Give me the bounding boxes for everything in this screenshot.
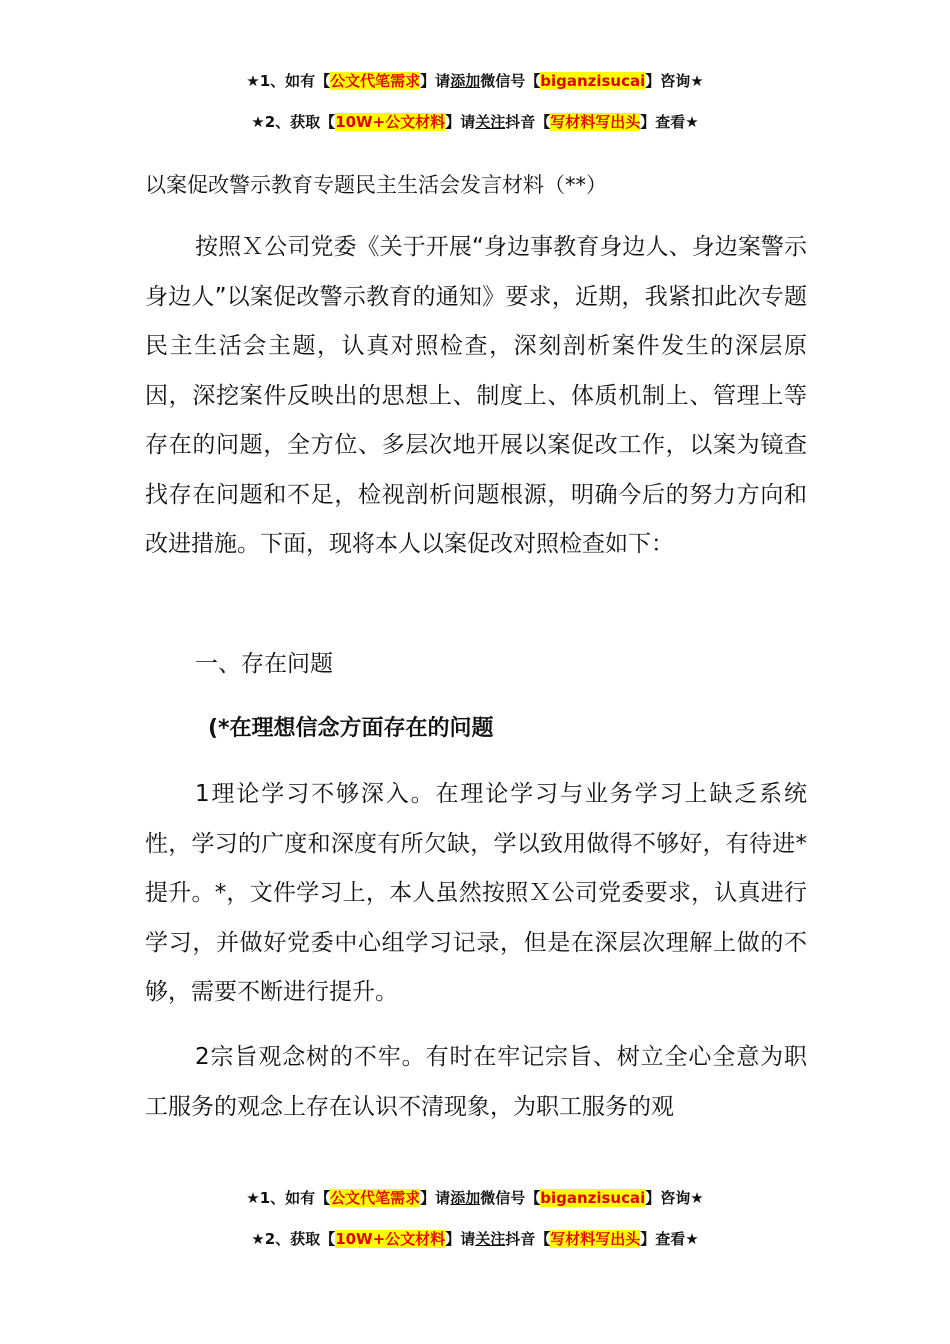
header-line1-underlined: 添加 (450, 72, 481, 90)
document-title: 以案促改警示教育专题民主生活会发言材料（**） (145, 173, 607, 197)
footer-line2-text-1: ★2、获取【 (251, 1230, 336, 1248)
section-heading: 一、存在问题 (195, 651, 333, 677)
footer-line1-text-4: 】咨询★ (645, 1189, 704, 1207)
subsection-heading: (*在理想信念方面存在的问题 (208, 716, 494, 741)
header-line2-highlight-1: 10W+公文材料 (335, 113, 446, 131)
header-line2-text-3: 抖音【 (505, 113, 551, 131)
header-line2-text-4: 】查看★ (640, 113, 699, 131)
header-line1-text-4: 】咨询★ (645, 72, 704, 90)
header-ad-line-1 (0, 71, 950, 91)
footer-line2-underlined: 关注 (475, 1230, 506, 1248)
header-line2-underlined: 关注 (475, 113, 506, 131)
header-ad-line-2 (0, 112, 950, 132)
header-line2-text-2: 】请 (445, 113, 476, 131)
header-line1-text-1: ★1、如有【 (246, 72, 331, 90)
footer-line2-highlight-2: 写材料写出头 (550, 1230, 641, 1248)
footer-line1-text-1: ★1、如有【 (246, 1189, 331, 1207)
footer-line1-text-2: 】请 (420, 1189, 451, 1207)
header-line1-highlight-2: biganzisucai (540, 72, 646, 90)
footer-line1-text-3: 微信号【 (480, 1189, 541, 1207)
header-line1-text-3: 微信号【 (480, 72, 541, 90)
item-1-paragraph: 1理论学习不够深入。在理论学习与业务学习上缺乏系统性，学习的广度和深度有所欠缺，学以致用做得不够好，有待进*提升。*，文件学习上，本人虽然按照Ｘ公司党委要求，认真进行学习，并做好党委中心组学习记录，但是在深层次理解上做的不够，需要不断进行提升。 (145, 781, 807, 1005)
item-2-paragraph: 2宗旨观念树的不牢。有时在牢记宗旨、树立全心全意为职工服务的观念上存在认识不清现象，为职工服务的观 (145, 1044, 807, 1120)
footer-ad-line-2 (0, 1229, 950, 1249)
intro-paragraph: 按照Ｘ公司党委《关于开展“身边事教育身边人、身边案警示身边人”以案促改警示教育的通知》要求，近期，我紧扣此次专题民主生活会主题，认真对照检查，深刻剖析案件发生的深层原因，深挖案件反映出的思想上、制度上、体质机制上、管理上等存在的问题，全方位、多层次地开展以案促改工作，以案为镜查找存在问题和不足，检视剖析问题根源，明确今后的努力方向和改进措施。下面，现将本人以案促改对照检查如下： (145, 234, 807, 557)
header-line2-text-1: ★2、获取【 (251, 113, 336, 131)
footer-ad-line-1 (0, 1188, 950, 1208)
footer-line1-underlined: 添加 (450, 1189, 481, 1207)
footer-line1-highlight-2: biganzisucai (540, 1189, 646, 1207)
header-line1-highlight-1: 公文代笔需求 (330, 72, 421, 90)
footer-line2-text-2: 】请 (445, 1230, 476, 1248)
footer-line2-highlight-1: 10W+公文材料 (335, 1230, 446, 1248)
header-line1-text-2: 】请 (420, 72, 451, 90)
footer-line1-highlight-1: 公文代笔需求 (330, 1189, 421, 1207)
footer-line2-text-4: 】查看★ (640, 1230, 699, 1248)
footer-line2-text-3: 抖音【 (505, 1230, 551, 1248)
header-line2-highlight-2: 写材料写出头 (550, 113, 641, 131)
